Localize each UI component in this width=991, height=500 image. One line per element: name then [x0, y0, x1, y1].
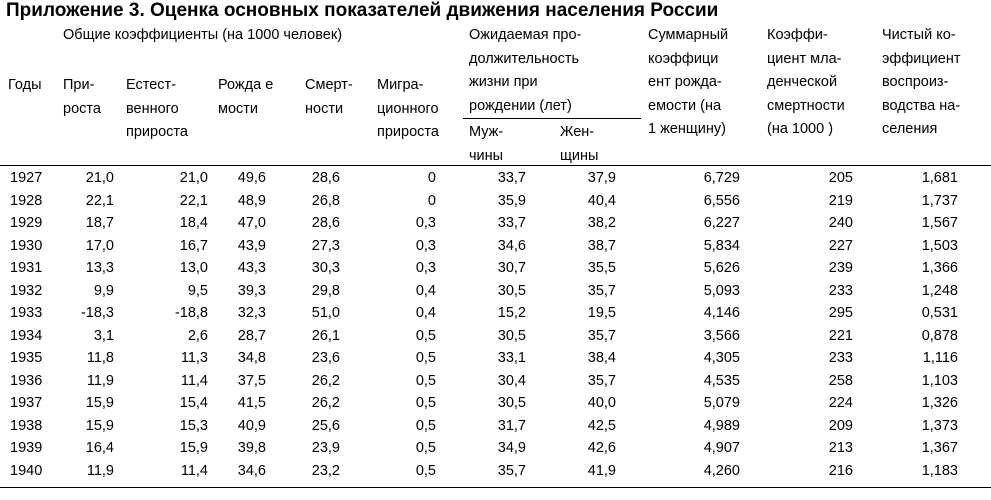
cell-births: 39,3 — [237, 282, 266, 299]
cell-growth: 22,1 — [85, 192, 114, 209]
cell-infant-mortality: 219 — [828, 192, 853, 209]
cell-life-men: 30,4 — [497, 372, 526, 389]
cell-year: 1940 — [10, 462, 43, 479]
cell-tfr: 5,093 — [703, 282, 740, 299]
cell-births: 41,5 — [237, 395, 266, 411]
cell-life-women: 42,6 — [587, 440, 616, 456]
cell-year: 1934 — [10, 327, 43, 344]
header-net-reproduction: Чистый ко- эффициент воспроиз- водства на- селения — [882, 27, 961, 137]
cell-migration: 0,4 — [415, 305, 436, 321]
table-row — [0, 415, 991, 438]
cell-tfr: 4,260 — [703, 462, 740, 479]
cell-births: 37,5 — [237, 372, 266, 389]
cell-life-men: 34,6 — [497, 237, 526, 254]
cell-life-men: 30,5 — [497, 282, 526, 299]
cell-migration: 0 — [427, 192, 436, 209]
cell-life-men: 33,7 — [497, 215, 526, 231]
cell-net-reproduction: 1,116 — [922, 350, 958, 366]
cell-infant-mortality: 213 — [828, 440, 853, 456]
cell-infant-mortality: 205 — [828, 170, 853, 186]
cell-life-men: 33,7 — [497, 170, 526, 186]
cell-growth: 17,0 — [85, 237, 114, 254]
header-women: Жен- щины — [560, 124, 599, 164]
table-row — [0, 392, 991, 415]
cell-tfr: 5,834 — [703, 237, 740, 254]
cell-year: 1928 — [10, 192, 43, 209]
cell-life-women: 40,0 — [587, 395, 616, 411]
cell-year: 1931 — [10, 260, 43, 276]
cell-net-reproduction: 1,567 — [921, 215, 958, 231]
cell-infant-mortality: 224 — [828, 395, 853, 411]
cell-tfr: 4,989 — [703, 417, 740, 434]
cell-year: 1929 — [10, 215, 43, 231]
cell-growth: 21,0 — [85, 170, 114, 186]
cell-tfr: 5,079 — [703, 395, 740, 411]
cell-births: 28,7 — [237, 327, 266, 344]
cell-tfr: 4,535 — [703, 372, 740, 389]
cell-deaths: 51,0 — [311, 305, 340, 321]
cell-life-women: 38,2 — [587, 215, 616, 231]
cell-year: 1932 — [10, 282, 43, 299]
cell-infant-mortality: 233 — [828, 350, 853, 366]
cell-tfr: 4,146 — [703, 305, 740, 321]
cell-births: 34,8 — [237, 350, 266, 366]
cell-natural-growth: 13,0 — [179, 260, 208, 276]
cell-natural-growth: -18,8 — [174, 305, 208, 321]
cell-natural-growth: 11,4 — [180, 372, 208, 389]
cell-net-reproduction: 1,367 — [921, 440, 958, 456]
table-row — [0, 370, 991, 393]
cell-growth: 11,9 — [86, 372, 114, 389]
table-row — [0, 167, 991, 190]
cell-infant-mortality: 239 — [828, 260, 853, 276]
cell-deaths: 23,9 — [311, 440, 340, 456]
cell-growth: 16,4 — [85, 440, 114, 456]
cell-births: 43,3 — [237, 260, 266, 276]
cell-tfr: 4,305 — [703, 350, 740, 366]
cell-deaths: 27,3 — [311, 237, 340, 254]
cell-growth: 13,3 — [85, 260, 114, 276]
cell-migration: 0,5 — [415, 440, 436, 456]
cell-growth: 15,9 — [85, 417, 114, 434]
cell-life-men: 35,7 — [497, 462, 526, 479]
cell-migration: 0,3 — [415, 215, 436, 231]
cell-migration: 0,3 — [415, 260, 436, 276]
cell-net-reproduction: 1,373 — [921, 417, 958, 434]
cell-year: 1939 — [10, 440, 43, 456]
cell-migration: 0,5 — [415, 462, 436, 479]
cell-deaths: 26,2 — [311, 372, 340, 389]
table-row — [0, 235, 991, 258]
cell-growth: 11,9 — [86, 462, 114, 479]
cell-growth: 9,9 — [93, 282, 114, 299]
cell-net-reproduction: 0,878 — [921, 327, 958, 344]
page-title: Приложение 3. Оценка основных показателей движения населения России — [6, 0, 719, 21]
cell-net-reproduction: 1,248 — [921, 282, 958, 299]
header-general-coefficients: Общие коэффициенты (на 1000 человек) — [63, 27, 343, 43]
cell-deaths: 28,6 — [311, 215, 340, 231]
cell-natural-growth: 18,4 — [179, 215, 208, 231]
cell-migration: 0,3 — [415, 237, 436, 254]
cell-deaths: 25,6 — [311, 417, 340, 434]
cell-life-women: 35,7 — [587, 327, 616, 344]
cell-tfr: 6,227 — [703, 215, 740, 231]
table-row — [0, 437, 991, 460]
cell-net-reproduction: 1,681 — [921, 170, 958, 186]
cell-natural-growth: 15,9 — [179, 440, 208, 456]
cell-natural-growth: 11,4 — [180, 462, 208, 479]
cell-migration: 0,5 — [415, 327, 436, 344]
header-life-expectancy: Ожидаемая про- должительность жизни при рождении (лет) — [469, 27, 582, 114]
cell-deaths: 26,8 — [311, 192, 340, 209]
cell-life-men: 30,5 — [497, 327, 526, 344]
table-row — [0, 257, 991, 280]
header-natural-growth: Естест- венного прироста — [126, 77, 188, 140]
cell-life-men: 33,1 — [497, 350, 526, 366]
cell-migration: 0,5 — [415, 417, 436, 434]
cell-life-women: 41,9 — [587, 462, 616, 479]
cell-births: 34,6 — [237, 462, 266, 479]
cell-natural-growth: 22,1 — [179, 192, 208, 209]
cell-infant-mortality: 233 — [828, 282, 853, 299]
cell-births: 43,9 — [237, 237, 266, 254]
cell-deaths: 23,2 — [311, 462, 340, 479]
cell-year: 1937 — [10, 395, 43, 411]
cell-births: 40,9 — [237, 417, 266, 434]
header-births: Рожда е мости — [218, 77, 274, 117]
cell-tfr: 6,729 — [703, 170, 740, 186]
cell-tfr: 6,556 — [703, 192, 740, 209]
life-expectancy-divider — [463, 118, 641, 119]
table-row — [0, 302, 991, 325]
cell-migration: 0,5 — [415, 395, 436, 411]
table-row — [0, 212, 991, 235]
cell-natural-growth: 11,3 — [180, 350, 208, 366]
cell-deaths: 29,8 — [311, 282, 340, 299]
cell-natural-growth: 16,7 — [179, 237, 208, 254]
cell-natural-growth: 9,5 — [187, 282, 208, 299]
header-migration: Мигра- ционного прироста — [377, 77, 439, 140]
cell-life-men: 35,9 — [497, 192, 526, 209]
cell-year: 1927 — [10, 170, 43, 186]
table-row — [0, 347, 991, 370]
cell-tfr: 4,907 — [703, 440, 740, 456]
cell-net-reproduction: 1,503 — [921, 237, 958, 254]
cell-life-men: 30,7 — [497, 260, 526, 276]
header-tfr: Суммарный коэффици ент рожда- емости (на 1 женщину) — [648, 27, 729, 137]
cell-year: 1935 — [10, 350, 43, 366]
header-growth: При- роста — [63, 77, 101, 117]
cell-natural-growth: 21,0 — [179, 170, 208, 186]
cell-life-women: 19,5 — [587, 305, 616, 321]
table-row — [0, 280, 991, 303]
header-men: Муж- чины — [469, 124, 504, 164]
cell-growth: 15,9 — [85, 395, 114, 411]
cell-life-men: 15,2 — [497, 305, 526, 321]
header-bottom-rule — [0, 165, 991, 166]
cell-life-women: 35,5 — [587, 260, 616, 276]
cell-natural-growth: 2,6 — [187, 327, 208, 344]
cell-life-women: 40,4 — [587, 192, 616, 209]
cell-life-women: 42,5 — [587, 417, 616, 434]
cell-infant-mortality: 216 — [828, 462, 853, 479]
cell-births: 49,6 — [237, 170, 266, 186]
cell-life-men: 30,5 — [497, 395, 526, 411]
cell-year: 1938 — [10, 417, 43, 434]
cell-growth: 11,8 — [86, 350, 114, 366]
header-infant-mortality: Коэффи- циент мла- денческой смертности (на 1000 ) — [767, 27, 845, 137]
cell-deaths: 28,6 — [311, 170, 340, 186]
cell-net-reproduction: 1,183 — [921, 462, 958, 479]
cell-migration: 0,4 — [415, 282, 436, 299]
cell-infant-mortality: 295 — [828, 305, 853, 321]
cell-life-men: 34,9 — [497, 440, 526, 456]
cell-deaths: 26,1 — [311, 327, 340, 344]
cell-growth: -18,3 — [80, 305, 114, 321]
cell-migration: 0,5 — [415, 350, 436, 366]
cell-natural-growth: 15,4 — [179, 395, 208, 411]
cell-migration: 0,5 — [415, 372, 436, 389]
cell-births: 32,3 — [237, 305, 266, 321]
table-row — [0, 190, 991, 213]
cell-infant-mortality: 240 — [828, 215, 853, 231]
cell-life-women: 35,7 — [587, 372, 616, 389]
cell-year: 1933 — [10, 305, 43, 321]
cell-deaths: 30,3 — [311, 260, 340, 276]
cell-net-reproduction: 1,103 — [921, 372, 958, 389]
header-years: Годы — [8, 77, 42, 93]
cell-infant-mortality: 227 — [828, 237, 853, 254]
cell-migration: 0 — [427, 170, 436, 186]
cell-life-women: 37,9 — [587, 170, 616, 186]
cell-net-reproduction: 1,326 — [921, 395, 958, 411]
cell-infant-mortality: 209 — [828, 417, 853, 434]
table-row — [0, 460, 991, 483]
cell-deaths: 26,2 — [311, 395, 340, 411]
cell-infant-mortality: 258 — [828, 372, 853, 389]
cell-natural-growth: 15,3 — [179, 417, 208, 434]
cell-net-reproduction: 1,366 — [921, 260, 958, 276]
cell-life-men: 31,7 — [497, 417, 526, 434]
cell-growth: 18,7 — [85, 215, 114, 231]
cell-infant-mortality: 221 — [828, 327, 853, 344]
cell-births: 48,9 — [237, 192, 266, 209]
cell-life-women: 35,7 — [587, 282, 616, 299]
cell-deaths: 23,6 — [311, 350, 340, 366]
cell-year: 1936 — [10, 372, 43, 389]
cell-tfr: 5,626 — [703, 260, 740, 276]
cell-tfr: 3,566 — [703, 327, 740, 344]
table-bottom-rule — [0, 487, 991, 488]
cell-births: 39,8 — [237, 440, 266, 456]
cell-life-women: 38,7 — [587, 237, 616, 254]
table-row — [0, 325, 991, 348]
header-deaths: Смерт- ности — [305, 77, 353, 117]
cell-net-reproduction: 0,531 — [921, 305, 958, 321]
cell-births: 47,0 — [237, 215, 266, 231]
cell-growth: 3,1 — [93, 327, 114, 344]
cell-life-women: 38,4 — [587, 350, 616, 366]
cell-year: 1930 — [10, 237, 43, 254]
cell-net-reproduction: 1,737 — [921, 192, 958, 209]
